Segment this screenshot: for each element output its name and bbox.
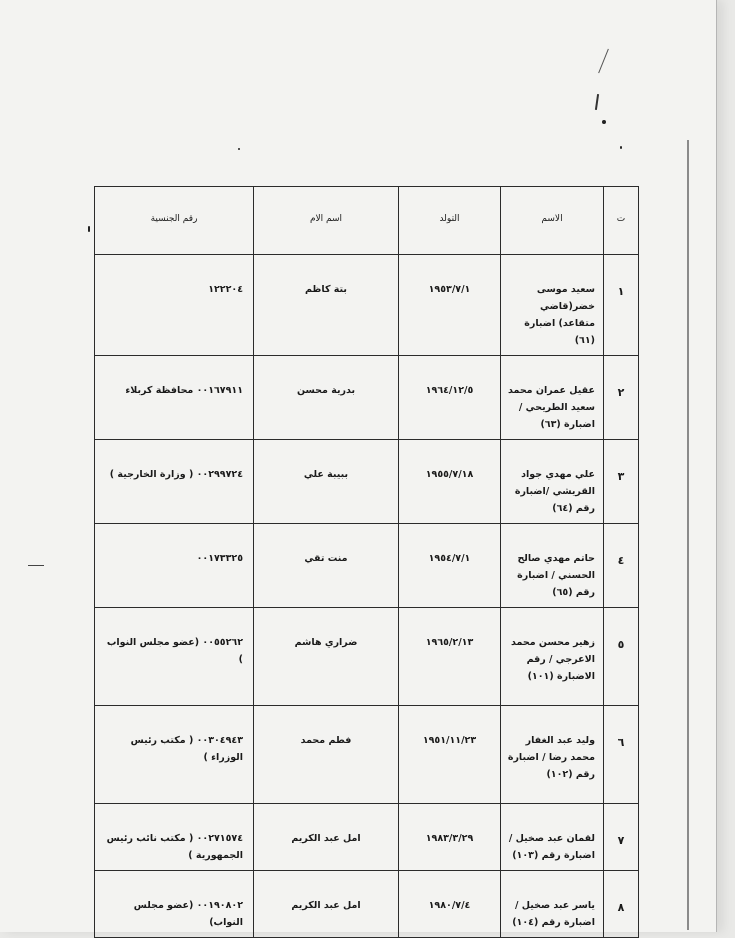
header-birth: التولد [399,187,501,255]
row-num: ١ [617,285,625,298]
table-row [95,440,639,524]
scan-speck [88,226,90,232]
table-row [95,871,639,938]
records-table [94,186,639,938]
header-mother: اسم الام [254,187,399,255]
row-mother: امل عبد الكريم [291,900,361,911]
row-mother: امل عبد الكريم [291,833,361,844]
row-birth: ١٩٦٥/٢/١٣ [425,637,474,648]
row-birth: ١٩٥٥/٧/١٨ [425,469,474,480]
row-id: ٠٠١٩٠٨٠٢ (عضو مجلس النواب) [133,900,243,928]
row-num: ٨ [617,901,625,914]
row-birth: ١٩٨٣/٣/٢٩ [425,833,474,844]
scan-edge-line [687,140,689,930]
row-name: ياسر عبد صخيل / اضبارة رقم (١٠٤) [512,900,595,928]
header-id: رقم الجنسية [95,187,254,255]
row-mother: بتة كاظم [304,284,347,295]
table-row [95,804,639,871]
row-birth: ١٩٦٤/١٢/٥ [425,385,474,396]
row-mother: ضراري هاشم [294,637,358,648]
table-row [95,255,639,356]
row-mother: ببيبة علي [303,469,349,480]
table-row [95,524,639,608]
scan-speck [602,120,606,124]
row-num: ٣ [617,470,625,483]
row-num: ٧ [617,834,625,847]
header-row [95,187,639,255]
row-num: ٤ [617,554,625,567]
table-row [95,706,639,804]
row-name: حاتم مهدي صالح الحسني / اضبارة رقم (٦٥) [517,553,595,598]
row-name: زهير محسن محمد الاعرجي / رقم الاضبارة (١٠١) [511,637,595,682]
row-id: ١٢٢٢٠٤ [208,284,243,295]
row-name: وليد عبد الغفار محمد رضا / اضبارة رقم (١٠٢) [507,735,595,780]
header-name: الاسم [501,187,604,255]
scan-speck [238,148,240,150]
row-id: ٠٠٣٠٤٩٤٣ ( مكتب رئيس الوزراء ) [130,735,243,763]
row-mother: منت تقي [304,553,348,564]
row-num: ٢ [617,386,625,399]
row-name: سعيد موسى خضر(قاضي متقاعد) اضبارة (٦١) [524,284,595,346]
table-row [95,608,639,706]
row-id: ٠٠١٦٧٩١١ محافظة كربلاء [125,385,243,396]
page-edge-line [716,0,717,932]
row-mother: فطم محمد [300,735,352,746]
scan-speck [620,146,622,149]
row-id: ٠٠١٧٣٣٢٥ [196,553,243,564]
header-num: ت [604,187,639,255]
row-name: علي مهدي جواد القريشي /اضبارة رقم (٦٤) [514,469,595,514]
row-id: ٠٠٥٥٢٦٢ (عضو مجلس النواب ) [106,637,243,665]
row-id: ٠٠٢٩٩٧٢٤ ( وزارة الخارجية ) [109,469,243,480]
row-birth: ١٩٨٠/٧/٤ [428,900,471,911]
scan-mark [28,565,44,566]
row-num: ٥ [617,638,625,651]
row-id: ٠٠٢٧١٥٧٤ ( مكتب نائب رئيس الجمهورية ) [106,833,243,861]
row-mother: بدرية محسن [296,385,356,396]
row-name: لقمان عبد صخيل / اضبارة رقم (١٠٣) [508,833,595,861]
row-num: ٦ [617,736,625,749]
row-birth: ١٩٥٣/٧/١ [428,284,471,295]
row-birth: ١٩٥١/١١/٢٣ [422,735,477,746]
table-row [95,356,639,440]
row-name: عقيل عمران محمد سعيد الطريحي / اضبارة (٦٣) [507,385,595,430]
row-birth: ١٩٥٤/٧/١ [428,553,471,564]
